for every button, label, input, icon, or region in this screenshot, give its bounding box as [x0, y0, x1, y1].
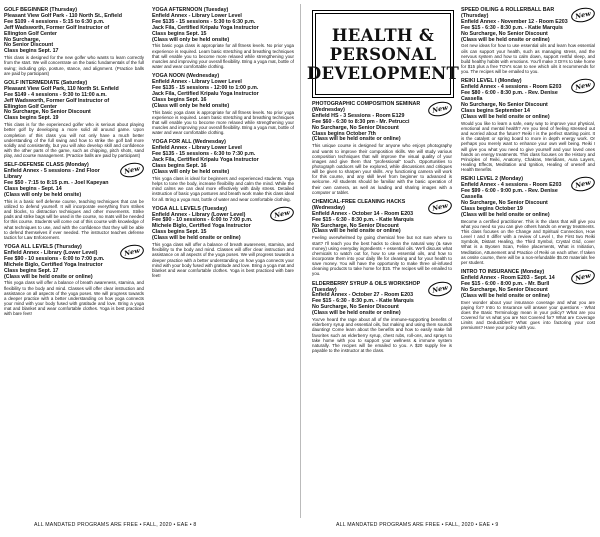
course-info-line: GOLF BEGINNER (Thursday) [4, 7, 77, 13]
course-info-line: No Surcharge, No Senior Discount [312, 124, 399, 131]
course-info-line: (Class will be held onsite or online) [152, 235, 241, 242]
course-info-line: Enfield Annex - Library (Lower Level) [4, 249, 98, 256]
course-listing [4, 245, 144, 317]
course-listing [312, 282, 452, 354]
column-2 [152, 8, 294, 283]
course-description: Ever wonder about your insurance coverage and what you are paying for? Intro to Insurance will answer your questions - What does the Basic Terminology mean in your policy? What are you Covered for vs what you are Not Covered for? What are Coverage Limits and Deductibles? What goes into factoring your cost premiums? Have your policy with you. [461, 299, 595, 331]
course-info-line: Class begins Sept. 17 [4, 48, 59, 55]
course-info-line: Jeff Wadsworth, Former Golf Instructor of [4, 97, 110, 104]
course-info-line: Enfield Annex - Room E203 - Sept. 14 [461, 274, 555, 281]
course-description: Get new ideas for how to use essential oils and learn how essential oils can support your health, such as managing stress, and the nervous system and how to calm down, support restful sleep, and build healthy habits with emotions. You'll make 3 DIYs to take home for $15 plus a free TOV's scan to see which oils it recommends for you. The recipes will be emailed to you. [461, 43, 595, 75]
course-description: This class is designed for the new golfer who wants to learn correctly from the start. We will concentrate on the basic fundamentals of the full swing; including grip, posture, stance, and alignment. (Practice balls are paid by participant) [4, 55, 144, 76]
course-info-line: Enfield Annex - 4 sessions - Room E203 [461, 182, 562, 189]
footer-left: ALL MANDATED PROGRAMS ARE FREE • FALL, 2020 • EAE • 8 [34, 522, 197, 528]
course-title-block [4, 8, 144, 55]
course-info-line: Ellington Golf Center [4, 103, 57, 110]
course-info-line: Enfield Annex - Library Lower Level [152, 145, 242, 152]
course-info-line: CHEMICAL-FREE CLEANING HACKS (Wednesday) [312, 198, 406, 211]
course-info-line: Fee $135 - 15 sessions - 12:00 to 1:00 p.m. [152, 85, 259, 92]
course-description: Would you like to learn a safe, easy way to improve your physical, emotional and mental health? Are you tired of feeling stressed out and worried about the future? Reiki I is the perfect starting point. It is the catalyst or spring board to more in depth energy work. Or perhaps you merely want to enhance your own well being. Reiki I will give you what you need to give yourself and your loved ones hands on energy treatments. This class focuses on the History and Principles of Reiki, Anatomy, Chakras, Meridians, Aura Layers, Healing Effects, Meditation and Ignition, Healing of oneself and Health Benefits. [461, 120, 595, 173]
course-listing [4, 8, 144, 76]
course-info-line: Fee $15 - 6:00 - 8:00 p.m. - Mr. Burll [461, 280, 550, 287]
course-info-line: Pleasant View Golf Park, 110 North St. Enfield [4, 85, 119, 92]
course-info-line: SPEED OILING & ROLLERBALL BAR (Thursday) [461, 7, 555, 19]
course-info-line: Class begins Sept. 16 [152, 96, 207, 103]
course-info-line: Class begins October 19 [461, 205, 523, 212]
course-info-line: YOGA ALL LEVELS (Tuesday) [152, 205, 228, 212]
course-info-line: (Class will be held onsite or online) [312, 310, 401, 317]
course-info-line: No Surcharge, No Senior Discount [461, 102, 548, 108]
course-info-line: INTRO TO INSURANCE (Monday) [461, 269, 545, 276]
course-info-line: Fee $109 - 4 sessions - 5:15 to 6:30 p.m. [4, 18, 105, 25]
course-info-line: (Class will be held onsite or online) [461, 292, 550, 299]
course-info-line: Class begins Sept. 17 [4, 267, 59, 274]
course-info-line: Jack Fila, Certified Kripalu Yoga Instructor [152, 24, 259, 31]
course-description: This basic yoga class is appropriate for all fitness levels. No prior yoga experience is required. Learn basic stretching and breathing techniques that will enable you to become more relaxed while strengthening your muscles and improving your overall flexibility. Bring a yoga mat, bottle of water and wear comfortable clothing. [152, 43, 294, 70]
course-info-line: Enfield Annex - October 14 - Room E203 [312, 210, 414, 217]
course-info-line: (Class will only be held onsite) [152, 102, 230, 109]
course-listing [461, 8, 595, 74]
header-title [307, 26, 459, 83]
course-listing [4, 81, 144, 158]
course-description: You've heard the rage about all of the immune-supporting benefits of elderberry syrup and essential oils, but making and using them sounds daunting! Come learn about the benefits and how to easily make fall favorites such as elderberry syrup, chest rubs, roll-ons, and sprays to take home with you to support your wellness & immune system naturally. The recipes will be emailed to you. A $20 supply fee is payable to the instructor at the class. [312, 317, 452, 353]
new-badge: New [269, 204, 295, 223]
course-description: This class is for the experienced golfer who is serious about playing better golf by developing a more solid all around game. Upon completion of this class you will not only have a much better understanding of the full swing and how to strike the golf ball more solidly and consistently, but you will also develop skill and confidence with the other parts of the game, such as chipping, pitch shots, sand play, and course management. (Practice balls are paid by participant) [4, 122, 144, 159]
course-info-line: ELDERBERRY SYRUP & OILS WORKSHOP (Tuesday) [312, 280, 421, 293]
course-info-line: Fee $135 - 15 sessions - 6:30 to 7:30 p.m. [152, 151, 256, 158]
course-title-block [152, 74, 294, 109]
column-1 [4, 8, 144, 322]
new-badge: New [570, 77, 596, 96]
new-badge: New [427, 100, 453, 119]
course-info-line: No Surcharge, No Senior Discount [461, 286, 548, 293]
course-description: Feeling overwhelmed by going chemical free but not sure where to start? I'll teach you the best hacks to clean the natural way (& save money) using everyday ingredients + essential oils. We'll discuss what chemicals to watch out for, how to use essential oils, and how to incorporate them into your daily life for cleaning and for your health to save money. You will have the opportunity to make three oil-infused cleaning products to take home for $15. The recipes will be emailed to you. [312, 235, 452, 277]
course-info-line: (Class will be held onsite or online) [312, 228, 401, 235]
course-info-line: Enfield Annex - 4 sessions - Room E203 [461, 84, 562, 91]
course-title-block [152, 140, 294, 175]
course-info-line: (Class will only be held onsite) [4, 191, 82, 198]
new-badge: New [570, 6, 596, 25]
course-info-line: YOGA FOR ALL (Wednesday) [152, 139, 226, 146]
course-info-line: Fee $15 - 6:30 - 8:30 p.m. - Katie Marquis [312, 298, 414, 305]
new-badge: New [119, 243, 145, 262]
course-info-line: No Surcharge, No Senior Discount [461, 199, 548, 206]
course-info-line: Fee $149 - 4 sessions - 9:30 to 11:00 a.m. [4, 91, 107, 98]
course-info-line: YOGA ALL LEVELS (Thursday) [4, 244, 82, 250]
course-info-line: No Surcharge, No Senior Discount [312, 304, 399, 311]
course-info-line: Enfield Annex - Library (Lower Level) [152, 211, 246, 218]
course-info-line: Fee $99 - 6:00 - 9:00 p.m. - Rev. Denise Cassella [461, 188, 558, 200]
course-info-line: Class begins Sept. 15 [152, 229, 207, 236]
course-info-line: Class begins Sept. 19 [4, 115, 59, 122]
course-title-block [152, 8, 294, 43]
course-info-line: Jack Fila, Certified Kripalu Yoga Instructor [152, 157, 259, 164]
course-listing [152, 207, 294, 279]
course-listing [4, 163, 144, 240]
course-info-line: (Class will be held onsite or online) [4, 273, 93, 280]
course-info-line: PHOTOGRAPHIC COMPOSITION SEMINAR (Wednesday) [312, 101, 421, 113]
header-title-line: HEALTH & [331, 25, 435, 45]
column-3 [312, 102, 452, 358]
course-info-line: (Class will only be held onsite) [152, 168, 230, 175]
course-info-line: Enfield Annex - November 12 - Room E203 [461, 18, 568, 25]
course-info-line: Fee $90 - 10 sessions - 6:00 to 7:00 p.m. [152, 217, 253, 224]
course-description: Become a certified practitioner. This is the class that will give you what you need so you can give others hands on energy treatments. This class focuses on the Change and Spiritual Connection, How Level I and II differ with a review of Level I, the First two Reiki Symbols, Distant Healing, the Third Symbol, Crystal Grid, cover What is a Byosen Scan, Feline placements, What is Initiation, Meditation, Attunement and Practice of Reiki on each other. If taken as onsite course, there will be a non-refundable $5.00 materials fee per student. [461, 218, 595, 265]
course-listing [312, 102, 452, 195]
course-info-line: YOGA AFTERNOON (Tuesday) [152, 7, 229, 13]
course-info-line: Enfield Annex - October 27 - Room E203 [312, 292, 414, 299]
course-info-line: REIKI LEVEL I (Monday) [461, 78, 522, 85]
course-description: This is a basic self defense course, teaching techniques that can be utilized to defend yourself. It will incorporate everything from strikes and blocks, to distraction techniques and other movements. Strike pads and strike bags will be used in the course, no mats will be needed for this course. Students will come out of this course with knowledge of what techniques to use, and with the confidence that they will be able to defend themselves if ever needed. The instructor teaches defense tactics for Law Enforcement. [4, 198, 144, 240]
course-info-line: REIKI LEVEL 2 (Monday) [461, 176, 524, 183]
course-listing [461, 270, 595, 330]
header-title-line: DEVELOPMENT [306, 63, 460, 83]
new-badge: New [119, 161, 145, 180]
course-info-line: Jeff Wadsworth, Former Golf Instructor of [4, 24, 110, 31]
course-info-line: Ellington Golf Center [4, 30, 57, 37]
course-description: This yoga class will offer a balance of breath awareness, stamina, and flexibility to the body and mind. Classes will offer clear instruction and assistance on all aspects of the yoga poses. We will progress towards a deeper practice with a better understanding on how yoga connects your mind with your body fused with gratitude and love. Bring a yoga mat and blanket and wear comfortable clothes. Yoga is best practiced with bare feet! [152, 242, 294, 279]
footer-right: ALL MANDATED PROGRAMS ARE FREE • FALL, 2020 • EAE • 9 [336, 522, 499, 528]
course-description: This yoga class is ideal for beginners and experienced students. Yoga helps to tone the body, increase flexibility and calm the mind. While the mind calms we can deal more effectively with daily stress. Detailed instruction of basic yoga postures and breath work make this class ideal for all. Bring a yoga mat, bottle of water and wear comfortable clothing. [152, 175, 294, 202]
course-info-line: Class begins October 7th [312, 130, 376, 137]
course-description: This unique course is designed for anyone who enjoys photography and wants to improve their composition skills. We will study various composition techniques that will improve the visual quality of your images and give them that "professional" touch. Opportunities to photograph outdoors will be explored, while discussions and critiques will be given to sharpen your skills. Any functioning camera will work for this course, and any skill level from beginner to advanced is welcome. All students should be familiar with the basic operation of their own camera, as well as loading and sharing images with a computer or tablet. [312, 143, 452, 195]
new-badge: New [427, 279, 453, 298]
new-badge: New [427, 198, 453, 217]
course-info-line: Enfield Annex - Library Lower Level [152, 79, 242, 86]
course-listing [152, 8, 294, 69]
course-info-line: Fee $50 - 7:15 to 8:15 p.m. - Joel Kapeyan [4, 180, 109, 187]
course-info-line: YOGA NOON (Wednesday) [152, 73, 220, 80]
course-info-line: Class begins Sept. 16 [152, 163, 207, 170]
page-spread-divider [300, 4, 301, 518]
course-info-line: Class begins Sept. 15 [152, 30, 207, 37]
course-info-line: (Class will be held onsite or online) [461, 113, 550, 120]
course-info-line: Enfield Annex - 5 sessions - 2nd Floor Library [4, 168, 100, 181]
new-badge: New [570, 175, 596, 194]
new-badge: New [570, 268, 596, 287]
course-info-line: (Class will be held onsite or online) [461, 211, 550, 218]
course-description: This basic yoga class is appropriate for all fitness levels. No prior yoga experience is required. Learn basic stretching and breathing techniques that will enable you to become more relaxed while strengthening your muscles and improving your overall flexibility. Bring a yoga mat, bottle of water and wear comfortable clothing. [152, 109, 294, 136]
course-info-line: SELF-DEFENSE CLASS (Monday) [4, 162, 89, 169]
course-info-line: Michele Biglo, Certified Yoga Instructor [4, 261, 103, 268]
course-info-line: Pleasant View Golf Park - 110 North St., Enfield [4, 12, 122, 19]
course-info-line: GOLF INTERMEDIATE (Saturday) [4, 79, 88, 86]
course-info-line: Fee $15 - 6:30 - 8:30 p.m. - Katie Marquis [312, 216, 414, 223]
header-inner-frame [306, 13, 460, 95]
course-info-line: No Surcharge, No Senior Discount [4, 109, 91, 116]
course-description: This yoga class will offer a balance of breath awareness, stamina, and flexibility to the body and mind. Classes will offer clear instruction and assistance on all aspects of the yoga poses. We will progress towards a deeper practice with a better understanding on how yoga connects your mind with your body fused with gratitude and love. Bring a yoga mat and blanket and wear comfortable clothes. Yoga is best practiced with bare feet! [4, 280, 144, 317]
course-info-line: Michele Biglo, Certified Yoga Instructor [152, 223, 251, 230]
course-info-line: Class begins September 14 [461, 107, 530, 114]
health-personal-development-header [306, 10, 460, 98]
course-listing [461, 177, 595, 265]
course-title-block [4, 81, 144, 122]
course-listing [152, 74, 294, 135]
course-info-line: No Surcharge, No Senior Discount [461, 30, 548, 37]
course-info-line: (Class will be held onsite or online) [461, 36, 550, 43]
course-info-line: Fee $90 - 10 sessions - 6:00 to 7:00 p.m. [4, 255, 105, 262]
course-listing [312, 200, 452, 277]
course-info-line: No Surcharge, No Senior Discount [312, 222, 399, 229]
course-listing [461, 79, 595, 172]
course-listing [152, 140, 294, 201]
course-info-line: (Class will be held onsite or online) [312, 136, 401, 143]
course-info-line: Class begins - Sept. 14 [4, 185, 62, 192]
course-info-line: Jack Fila, Certified Kripalu Yoga Instructor [152, 90, 259, 97]
course-info-line: Enfield HS - 3 Sessions - Room E129 [312, 112, 405, 119]
course-info-line: No Senior Discount [4, 42, 54, 49]
course-info-line: No Surcharge, [4, 36, 41, 43]
header-title-line: PERSONAL [329, 44, 437, 64]
course-info-line: Fee $80 - 6:00 - 8:30 p.m. - Rev. Denise Cassella [461, 90, 558, 103]
column-4 [461, 8, 595, 336]
course-info-line: Enfield Annex - Library Lower Level [152, 12, 242, 19]
course-info-line: Fee $135 - 15 sessions - 5:30 to 6:30 p.m. [152, 18, 256, 25]
course-info-line: Fee $15 - 6:30 - 8:30 p.m. - Katie Marquis [461, 24, 563, 31]
course-info-line: Fee $60 - 6:30 to 8:30 pm - Mr. Petrucci [312, 118, 410, 125]
course-info-line: (Class will only be held onsite) [152, 36, 230, 43]
